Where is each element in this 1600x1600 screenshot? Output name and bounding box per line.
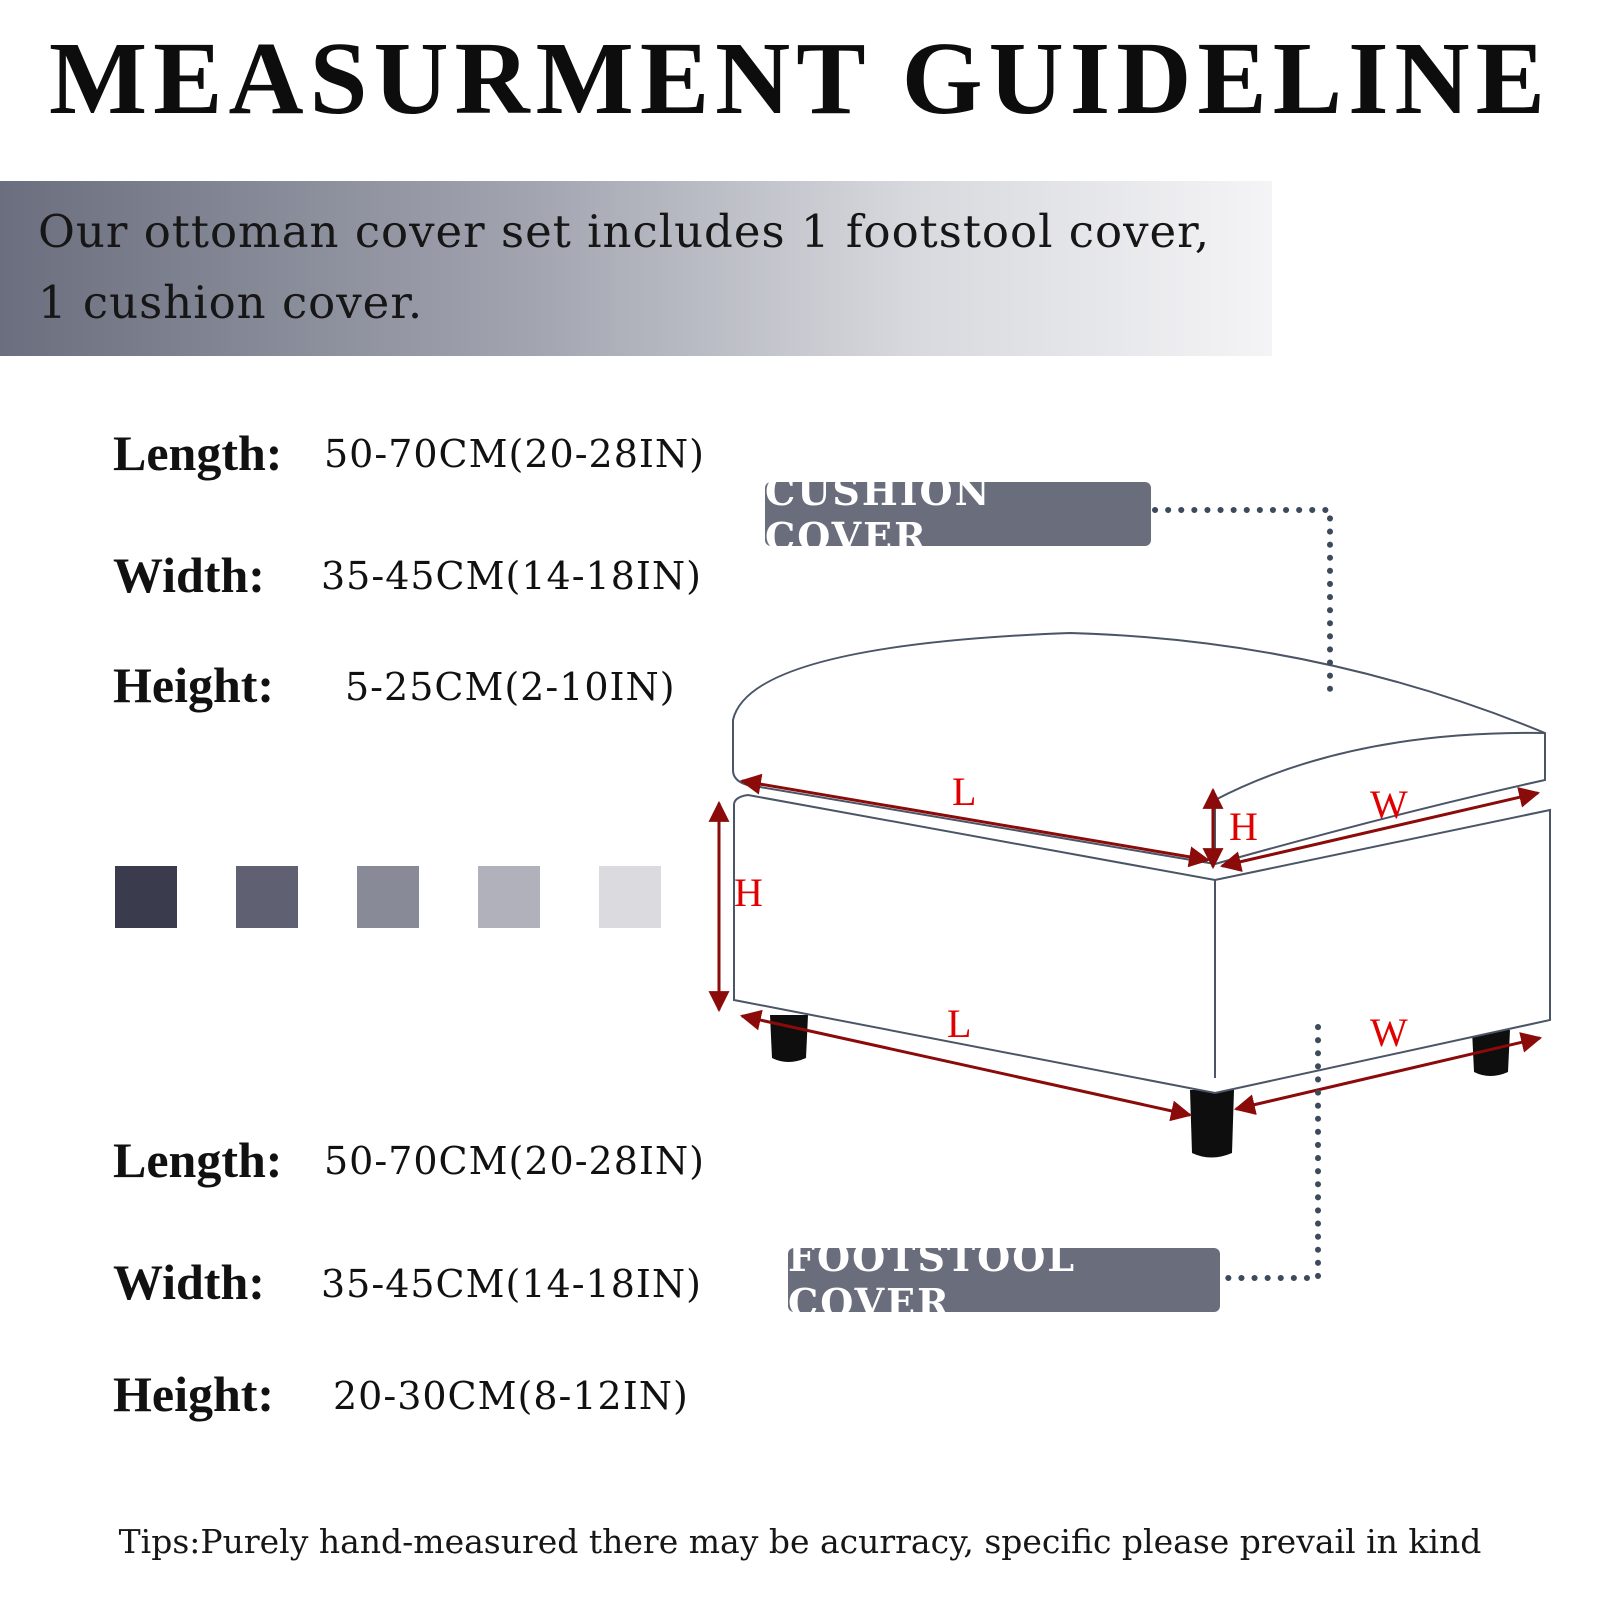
cushion-height-value: 5-25CM(2-10IN) (345, 665, 676, 709)
footstool-height-label: Height: (113, 1366, 275, 1422)
cushion-width-mark: W (1370, 782, 1408, 827)
tips-note: Tips:Purely hand-measured there may be acurracy, specific please prevail in kind (118, 1522, 1482, 1561)
banner-line-2: 1 cushion cover. (38, 276, 424, 329)
footstool-length-value: 50-70CM(20-28IN) (324, 1139, 705, 1183)
footstool-height-value: 20-30CM(8-12IN) (333, 1374, 689, 1418)
footstool-length-mark: L (947, 1001, 972, 1046)
cushion-cover-tag: CUSHION COVER (765, 482, 1151, 546)
footstool-cover-tag: FOOTSTOOL COVER (788, 1248, 1220, 1312)
cushion-height-label: Height: (113, 657, 275, 713)
cushion-height-mark: H (1229, 804, 1258, 849)
front-right-leg (1190, 1090, 1234, 1158)
cushion-length-value: 50-70CM(20-28IN) (324, 432, 705, 476)
footstool-height-mark: H (734, 870, 763, 915)
footstool-length-label: Length: (113, 1132, 283, 1188)
cushion-width-label: Width: (113, 547, 265, 603)
cushion-width-value: 35-45CM(14-18IN) (321, 554, 702, 598)
footstool-width-value: 35-45CM(14-18IN) (321, 1262, 702, 1306)
cushion-length-mark: L (952, 769, 977, 814)
page-title: MEASURMENT GUIDELINE (48, 21, 1552, 136)
footstool-width-mark: W (1370, 1010, 1408, 1055)
cushion-length-label: Length: (113, 425, 283, 481)
banner-line-1: Our ottoman cover set includes 1 footstool cover, (38, 205, 1211, 258)
footstool-width-label: Width: (113, 1254, 265, 1310)
